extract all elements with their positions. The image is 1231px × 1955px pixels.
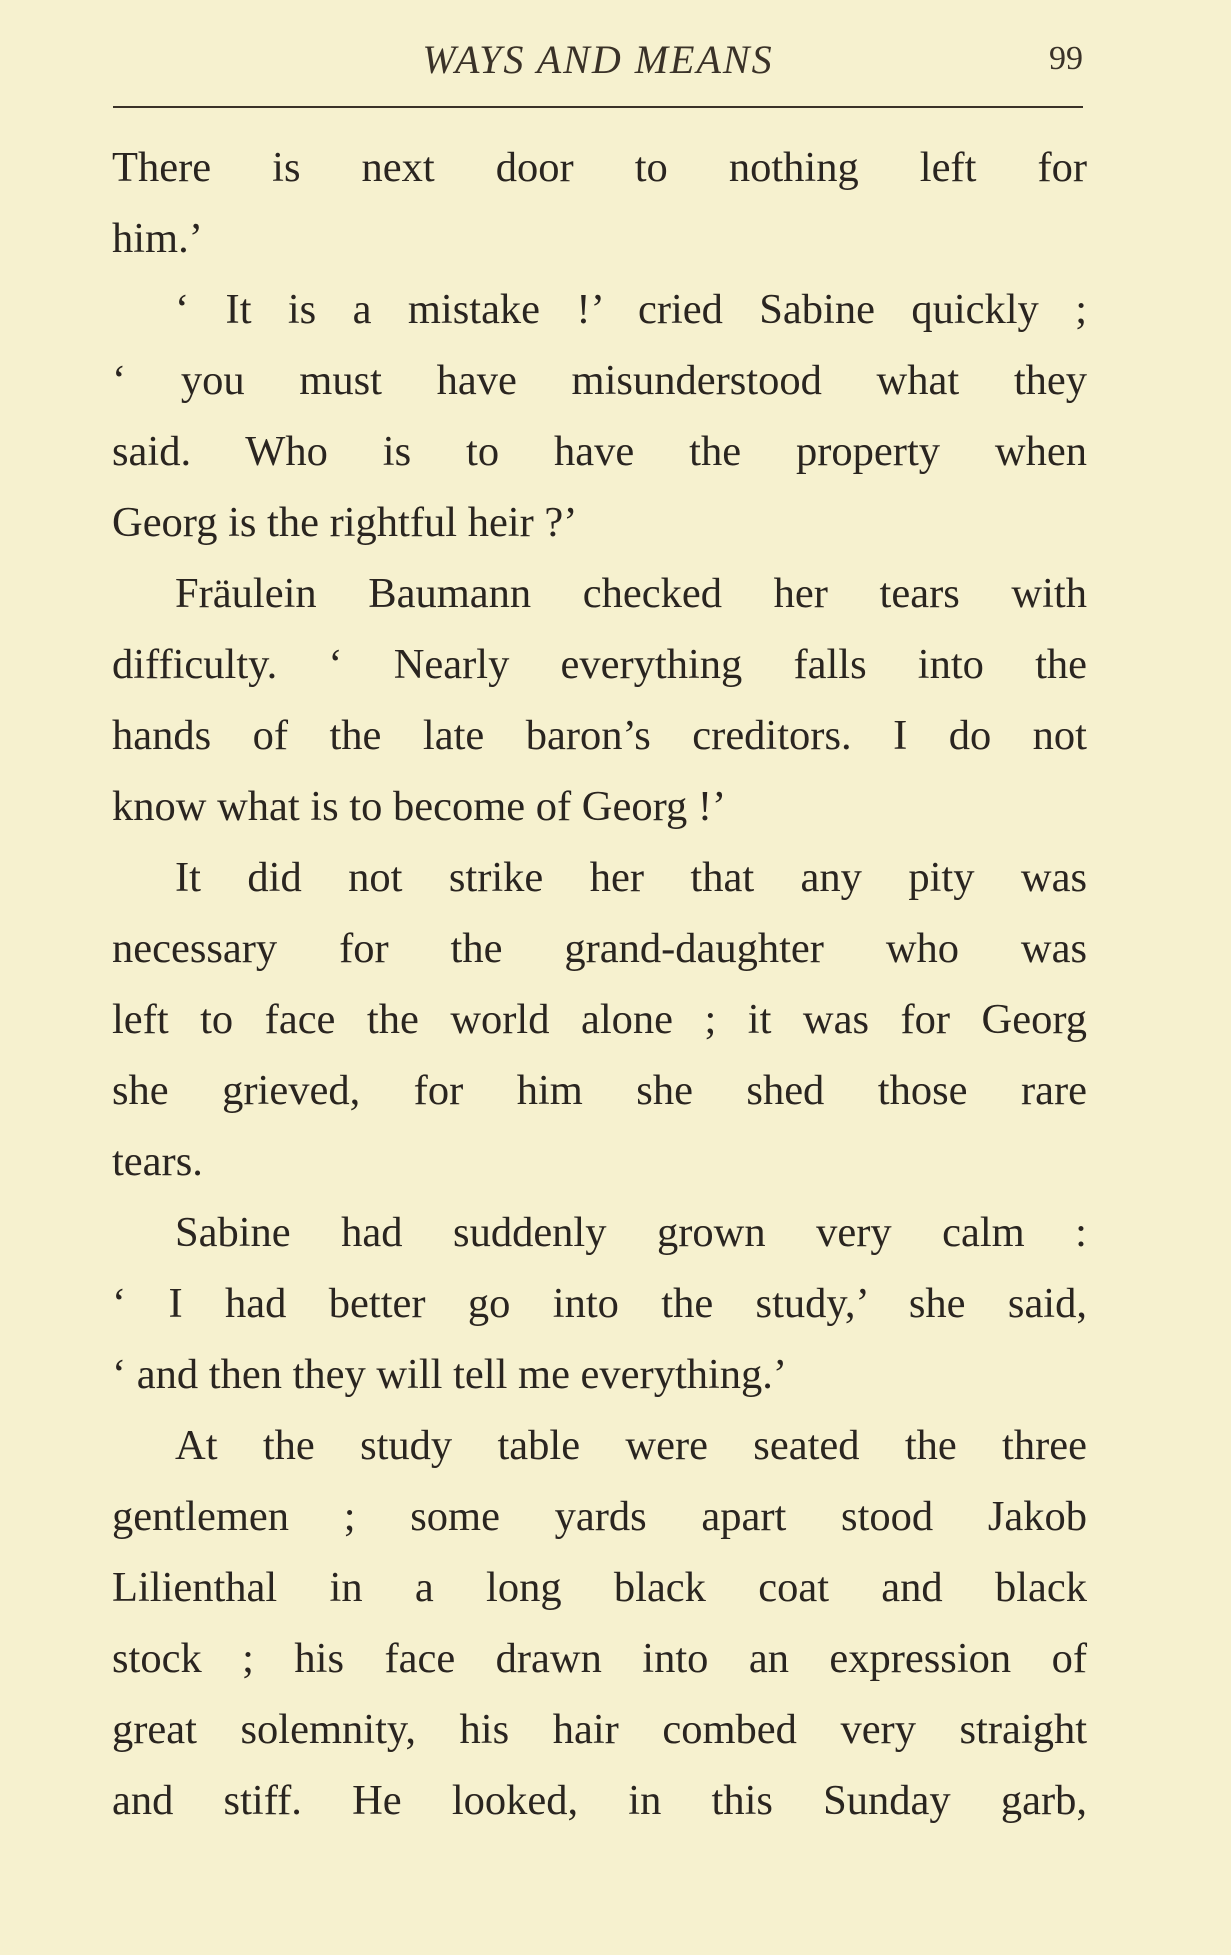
text-line: Lilienthal in a long black coat and black: [112, 1564, 1087, 1611]
text-line: great solemnity, his hair combed very straight: [112, 1706, 1087, 1753]
running-title: WAYS AND MEANS: [422, 37, 774, 82]
page-header: [113, 30, 1083, 90]
text-line: ‘ It is a mistake !’ cried Sabine quickly ;: [175, 286, 1087, 333]
text-line: him.’: [112, 215, 203, 262]
text-line: Fräulein Baumann checked her tears with: [175, 570, 1087, 617]
text-line: left to face the world alone ; it was for Georg: [112, 996, 1087, 1043]
text-line: hands of the late baron’s creditors. I do not: [112, 712, 1087, 759]
text-line: tears.: [112, 1138, 203, 1185]
body-text: [112, 132, 1087, 1836]
text-line: necessary for the grand-daughter who was: [112, 925, 1087, 972]
text-line: ‘ and then they will tell me everything.’: [112, 1351, 788, 1398]
text-line: Georg is the rightful heir ?’: [112, 499, 578, 546]
header-rule: [113, 106, 1083, 108]
text-line: stock ; his face drawn into an expression of: [112, 1635, 1087, 1682]
text-line: know what is to become of Georg !’: [112, 783, 727, 830]
text-line: difficulty. ‘ Nearly everything falls into the: [112, 641, 1087, 688]
text-line: Sabine had suddenly grown very calm :: [175, 1209, 1087, 1256]
text-line: At the study table were seated the three: [175, 1422, 1087, 1469]
page-number: 99: [1049, 40, 1083, 77]
text-line: and stiff. He looked, in this Sunday garb,: [112, 1777, 1087, 1824]
text-line: said. Who is to have the property when: [112, 428, 1087, 475]
text-line: There is next door to nothing left for: [112, 144, 1087, 191]
text-line: ‘ you must have misunderstood what they: [112, 357, 1087, 404]
text-line: It did not strike her that any pity was: [175, 854, 1087, 901]
text-line: gentlemen ; some yards apart stood Jakob: [112, 1493, 1087, 1540]
text-line: ‘ I had better go into the study,’ she said,: [112, 1280, 1087, 1327]
text-line: she grieved, for him she shed those rare: [112, 1067, 1087, 1114]
